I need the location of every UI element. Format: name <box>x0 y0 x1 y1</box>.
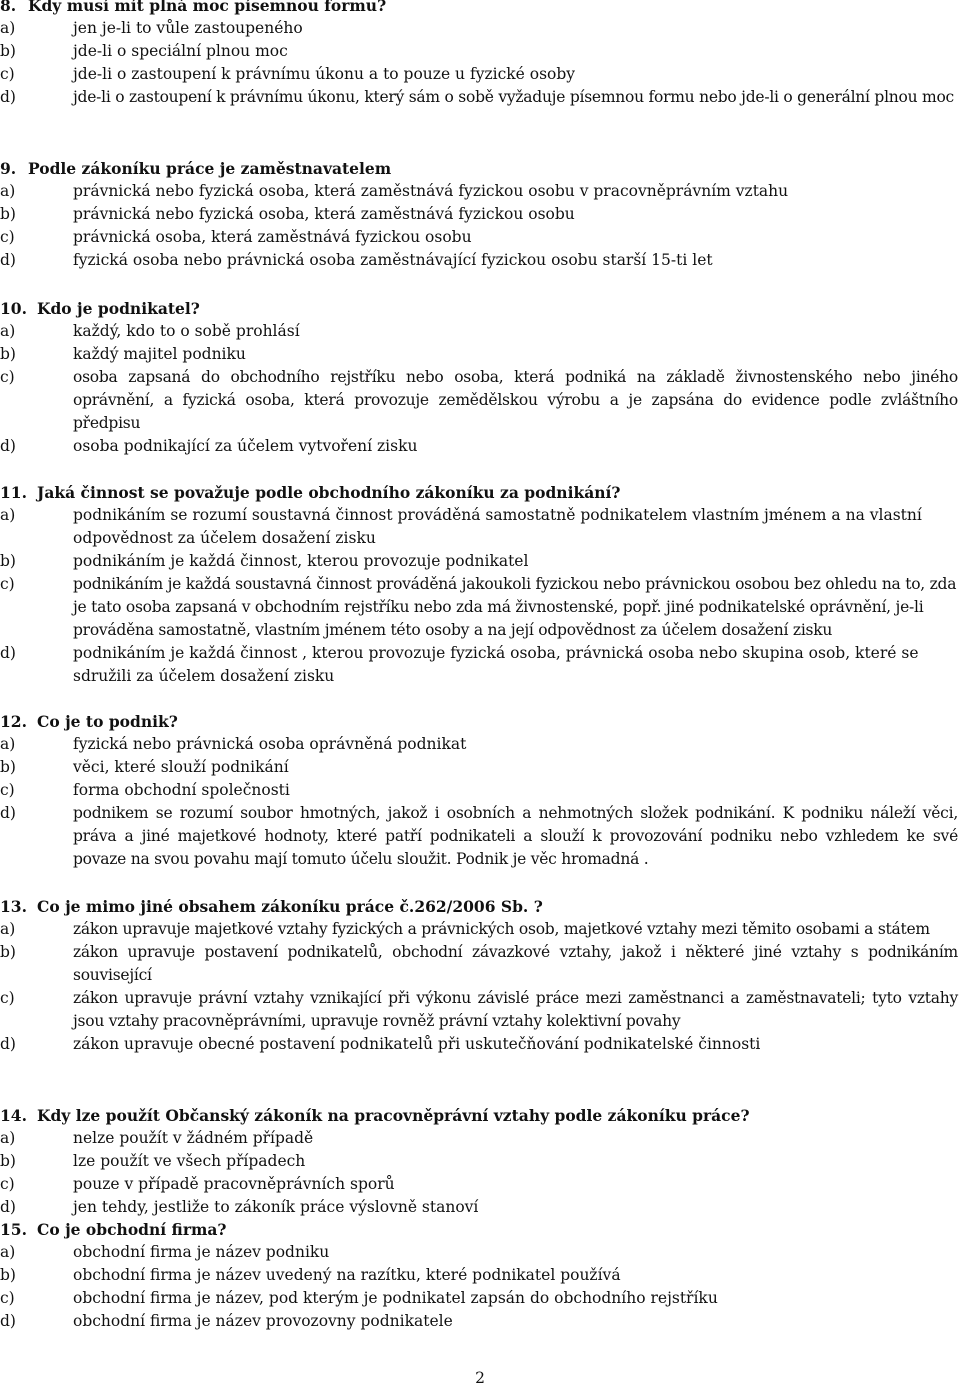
answer-option-d <box>0 1310 960 1333</box>
option-letter: a) <box>0 735 16 753</box>
question-14 <box>0 1105 960 1219</box>
answer-option-c <box>0 366 960 435</box>
question-title: Kdo je podnikatel? <box>37 299 200 318</box>
question-heading <box>0 896 960 918</box>
option-letter: a) <box>0 920 16 938</box>
question-title: Kdy musí mít plná moc písemnou formu? <box>28 0 387 15</box>
option-text: obchodní firma je název provozovny podnikatele <box>73 1312 453 1330</box>
option-letter: b) <box>0 1266 16 1284</box>
answer-option-a <box>0 1241 960 1264</box>
question-number: 10. <box>0 299 27 318</box>
option-text: jde-li o zastoupení k právnímu úkonu, který sám o sobě vyžaduje písemnou formu nebo jde-li o generální plnou moc <box>73 88 954 106</box>
answer-option-b <box>0 941 960 987</box>
option-letter: d) <box>0 88 16 106</box>
question-number: 15. <box>0 1220 27 1239</box>
option-text: fyzická osoba nebo právnická osoba zaměstnávající fyzickou osobu starší 15-ti let <box>73 251 713 269</box>
question-heading <box>0 1105 960 1127</box>
question-heading <box>0 158 960 180</box>
option-letter: a) <box>0 322 16 340</box>
answer-option-c <box>0 63 960 86</box>
option-letter: b) <box>0 552 16 570</box>
answer-option-b <box>0 1150 960 1173</box>
answer-option-a <box>0 17 960 40</box>
option-text: pouze v případě pracovněprávních sporů <box>73 1175 395 1193</box>
option-text: forma obchodní společnosti <box>73 781 290 799</box>
option-text: lze použít ve všech případech <box>73 1152 306 1170</box>
answer-option-d <box>0 249 960 272</box>
option-text: jen tehdy, jestliže to zákoník práce výslovně stanoví <box>73 1198 479 1216</box>
question-title: Co je obchodní firma? <box>37 1220 227 1239</box>
answer-option-d <box>0 435 960 458</box>
option-text: jen je-li to vůle zastoupeného <box>73 19 303 37</box>
option-letter: b) <box>0 1152 16 1170</box>
question-heading <box>0 298 960 320</box>
option-text: obchodní firma je název podniku <box>73 1243 330 1261</box>
option-text: podnikáním je každá činnost, kterou provozuje podnikatel <box>73 552 529 570</box>
answer-option-b <box>0 40 960 63</box>
question-number: 11. <box>0 483 27 502</box>
option-text: podnikem se rozumí soubor hmotných, jakož i osobních a nehmotných složek podnikání. K podniku náleží věci, práva a jiné majetkové hodnoty, které patří podnikateli a slouží k provozování podniku nebo vzhledem ke své povaze na svou povahu mají tomuto účelu sloužit. Podnik je věc hromadná . <box>73 804 958 868</box>
question-number: 8. <box>0 0 17 15</box>
question-title: Jaká činnost se považuje podle obchodního zákoníku za podnikání? <box>37 483 621 502</box>
option-letter: b) <box>0 943 16 961</box>
question-number: 9. <box>0 159 17 178</box>
option-letter: c) <box>0 228 15 246</box>
answer-option-d <box>0 86 960 109</box>
answer-option-b <box>0 756 960 779</box>
answer-option-c <box>0 573 960 642</box>
option-text: jde-li o zastoupení k právnímu úkonu a to pouze u fyzické osoby <box>73 65 576 83</box>
option-text: fyzická nebo právnická osoba oprávněná podnikat <box>73 735 467 753</box>
option-text: podnikáním se rozumí soustavná činnost prováděná samostatně podnikatelem vlastním jménem a na vlastní odpovědnost za účelem dosažení zisku <box>73 506 922 547</box>
question-number: 14. <box>0 1106 27 1125</box>
option-text: obchodní firma je název uvedený na razítku, které podnikatel používá <box>73 1266 621 1284</box>
option-text: obchodní firma je název, pod kterým je podnikatel zapsán do obchodního rejstříku <box>73 1289 718 1307</box>
answer-option-b <box>0 203 960 226</box>
option-letter: a) <box>0 506 16 524</box>
answer-option-b <box>0 1264 960 1287</box>
answer-option-a <box>0 320 960 343</box>
answer-option-b <box>0 550 960 573</box>
option-letter: a) <box>0 1243 16 1261</box>
option-letter: a) <box>0 19 16 37</box>
question-heading <box>0 482 960 504</box>
option-letter: b) <box>0 758 16 776</box>
option-letter: a) <box>0 1129 16 1147</box>
answer-option-d <box>0 642 960 688</box>
option-letter: c) <box>0 65 15 83</box>
question-10 <box>0 298 960 458</box>
option-text: jde-li o speciální plnou moc <box>73 42 288 60</box>
question-12 <box>0 711 960 871</box>
option-text: věci, které slouží podnikání <box>73 758 289 776</box>
option-letter: b) <box>0 205 16 223</box>
option-letter: d) <box>0 437 16 455</box>
option-letter: c) <box>0 1289 15 1307</box>
question-11 <box>0 482 960 688</box>
option-letter: b) <box>0 42 16 60</box>
answer-option-d <box>0 1033 960 1056</box>
option-text: osoba podnikající za účelem vytvoření zisku <box>73 437 418 455</box>
question-number: 12. <box>0 712 27 731</box>
option-letter: c) <box>0 368 15 386</box>
option-letter: d) <box>0 1198 16 1216</box>
option-letter: d) <box>0 804 16 822</box>
option-text: nelze použít v žádném případě <box>73 1129 314 1147</box>
option-text: právnická nebo fyzická osoba, která zaměstnává fyzickou osobu <box>73 205 575 223</box>
option-text: právnická nebo fyzická osoba, která zaměstnává fyzickou osobu v pracovněprávním vztahu <box>73 182 789 200</box>
option-text: zákon upravuje postavení podnikatelů, obchodní závazkové vztahy, jakož i některé jiné vztahy s podnikáním související <box>73 943 958 984</box>
option-text: právnická osoba, která zaměstnává fyzickou osobu <box>73 228 472 246</box>
question-title: Podle zákoníku práce je zaměstnavatelem <box>28 159 392 178</box>
option-letter: d) <box>0 251 16 269</box>
question-9 <box>0 158 960 272</box>
option-text: podnikáním je každá činnost , kterou provozuje fyzická osoba, právnická osoba nebo skupina osob, které se sdružili za účelem dosažení zisku <box>73 644 919 685</box>
answer-option-a <box>0 733 960 756</box>
option-text: zákon upravuje právní vztahy vznikající při výkonu závislé práce mezi zaměstnanci a zaměstnavateli; tyto vztahy jsou vztahy pracovněprávními, upravuje rovněž právní vztahy kolektivní povahy <box>73 989 958 1030</box>
option-letter: c) <box>0 781 15 799</box>
option-text: osoba zapsaná do obchodního rejstříku nebo osoba, která podniká na základě živnostenského nebo jiného oprávnění, a fyzická osoba, která provozuje zemědělskou výrobu a je zapsána do evidence podle zvláštního předpisu <box>73 368 958 432</box>
answer-option-a <box>0 1127 960 1150</box>
option-letter: d) <box>0 1035 16 1053</box>
answer-option-c <box>0 1173 960 1196</box>
question-13 <box>0 896 960 1056</box>
question-number: 13. <box>0 897 27 916</box>
option-letter: d) <box>0 644 16 662</box>
option-letter: c) <box>0 1175 15 1193</box>
answer-option-a <box>0 918 960 941</box>
question-heading <box>0 1219 960 1241</box>
question-8 <box>0 0 960 109</box>
answer-option-c <box>0 779 960 802</box>
question-title: Co je to podnik? <box>37 712 178 731</box>
question-heading <box>0 711 960 733</box>
option-letter: a) <box>0 182 16 200</box>
answer-option-c <box>0 1287 960 1310</box>
option-letter: b) <box>0 345 16 363</box>
option-letter: d) <box>0 1312 16 1330</box>
answer-option-d <box>0 1196 960 1219</box>
page-number: 2 <box>475 1369 485 1387</box>
option-text: podnikáním je každá soustavná činnost prováděná jakoukoli fyzickou nebo právnickou osobou bez ohledu na to, zda je tato osoba zapsaná v obchodním rejstříku nebo zda má živnostenské, popř. jiné podnikatelské oprávnění, je-li prováděna samostatně, vlastním jménem této osoby a na její odpovědnost za účelem dosažení zisku <box>73 575 957 639</box>
answer-option-d <box>0 802 960 871</box>
option-letter: c) <box>0 989 15 1007</box>
option-text: každý, kdo to o sobě prohlásí <box>73 322 300 340</box>
answer-option-c <box>0 987 960 1033</box>
option-text: každý majitel podniku <box>73 345 246 363</box>
answer-option-a <box>0 504 960 550</box>
answer-option-a <box>0 180 960 203</box>
answer-option-b <box>0 343 960 366</box>
question-heading <box>0 0 960 17</box>
option-text: zákon upravuje obecné postavení podnikatelů při uskutečňování podnikatelské činnosti <box>73 1035 761 1053</box>
question-15 <box>0 1219 960 1333</box>
option-letter: c) <box>0 575 15 593</box>
question-title: Kdy lze použít Občanský zákoník na pracovněprávní vztahy podle zákoníku práce? <box>37 1106 750 1125</box>
answer-option-c <box>0 226 960 249</box>
option-text: zákon upravuje majetkové vztahy fyzických a právnických osob, majetkové vztahy mezi těmito osobami a státem <box>73 920 930 938</box>
question-title: Co je mimo jiné obsahem zákoníku práce č.262/2006 Sb. ? <box>37 897 543 916</box>
